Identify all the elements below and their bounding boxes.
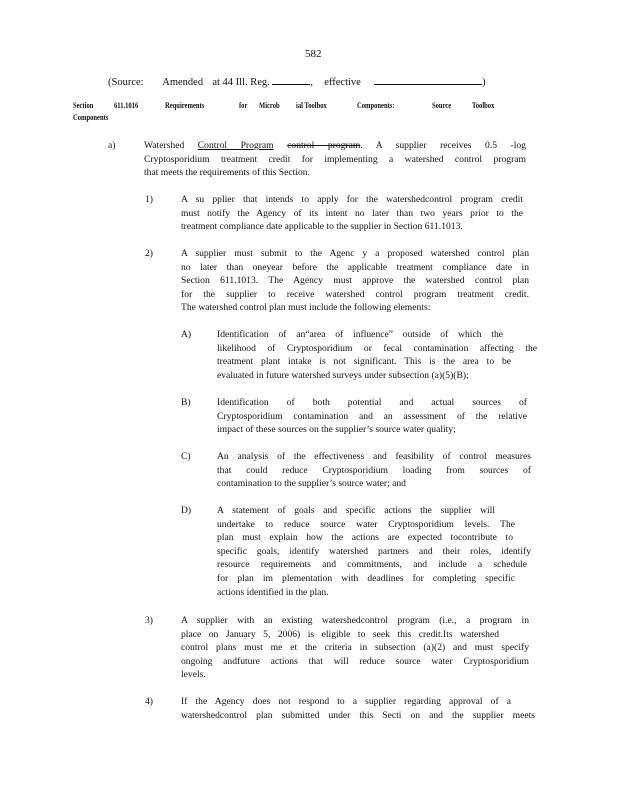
- item-B-line: impact of these sources on the supplier’s source water quality;: [217, 424, 456, 436]
- item-A-line: likelihood of Cryptosporidium or fecal contamination affecting the: [217, 342, 537, 354]
- item-2-line: The watershed control plan must include the following elements:: [181, 302, 431, 314]
- register-blank: [272, 73, 310, 85]
- page-number: 582: [305, 48, 322, 60]
- item-A-text: [217, 328, 537, 382]
- item-D-line: undertake to reduce source water Cryptosporidium levels. The: [217, 518, 515, 530]
- effective-blank: [374, 73, 482, 85]
- item-A-line: Identification of an“area of influence” outside of which the: [217, 329, 503, 340]
- heading-for: for: [239, 101, 248, 110]
- item-a-watershed: Watershed: [144, 140, 185, 151]
- item-2-line: A supplier must submit to the Agenc y a proposed watershed control plan: [181, 248, 529, 259]
- item-B-line: Cryptosporidium contamination and an assessment of the relative: [217, 410, 527, 422]
- item-3-line: control plans must me et the criteria in subsection (a)(2) and must specify: [181, 642, 529, 654]
- heading-components: Components:: [357, 101, 395, 110]
- heading-source: Source: [432, 101, 452, 110]
- item-A-line: treatment plant intake is not significant. This is the area to be: [217, 356, 511, 368]
- heading-toolbox: Toolbox: [472, 101, 495, 110]
- source-amended: Amended: [162, 77, 204, 88]
- item-1-label: 1): [145, 194, 153, 205]
- item-a-inserted-text: Control Program: [197, 140, 274, 151]
- item-a-line-1: [144, 139, 526, 153]
- item-D-line: for plan im plementation with deadlines for completing specific: [217, 572, 515, 584]
- item-D-line: resource requirements and commitments, and include a schedule: [217, 559, 527, 571]
- item-1-line: must notify the Agency of its intent no later than two years prior to the: [181, 207, 523, 219]
- heading-ial-toolbox: ial Toolbox: [296, 101, 327, 110]
- item-2-line: Section 611.1013. The Agency must approve the watershed control plan: [181, 275, 529, 287]
- item-2-line: for the supplier to receive watershed control program treatment credit.: [181, 288, 529, 300]
- source-open: (Source:: [108, 77, 144, 88]
- item-a-line-3: that meets the requirements of this Section.: [144, 167, 310, 179]
- item-D-line: specific goals, identify watershed partners and their roles, identify: [217, 545, 531, 557]
- item-C-label: C): [181, 451, 191, 462]
- item-2-line: no later than oneyear before the applicable treatment compliance date in: [181, 261, 529, 273]
- source-comma: ,: [310, 77, 314, 88]
- heading-requirements: Requirements: [165, 101, 205, 110]
- item-C-text: [217, 450, 531, 491]
- item-a-line-1-end: . A supplier receives 0.5 -log: [360, 140, 526, 151]
- item-4-line: If the Agency does not respond to a supplier regarding approval of a: [181, 696, 511, 707]
- item-3-line: place on January 5, 2006) is eligible to seek this credit.Its watershed: [181, 628, 499, 640]
- item-a-line-2: Cryptosporidium treatment credit for implementing a watershed control program: [144, 153, 526, 165]
- heading-components-wrap: Components: [73, 113, 109, 122]
- source-close: ): [482, 77, 486, 88]
- item-2-text: [181, 247, 529, 315]
- item-D-line: actions identified in the plan.: [217, 586, 329, 598]
- item-a-text: [144, 139, 526, 180]
- item-3-line: levels.: [181, 669, 206, 681]
- item-3-text: [181, 614, 529, 682]
- item-a-label: a): [108, 140, 116, 151]
- item-D-line: A statement of goals and specific actions the supplier will: [217, 505, 495, 516]
- item-A-line: evaluated in future watershed surveys under subsection (a)(5)(B);: [217, 369, 469, 381]
- item-B-line: Identification of both potential and actual sources of: [217, 397, 527, 408]
- item-C-line: contamination to the supplier’s source water; and: [217, 478, 406, 490]
- heading-section: Section: [73, 101, 94, 110]
- item-D-text: [217, 504, 531, 599]
- item-1-line: A su pplier that intends to apply for the watershedcontrol program credit: [181, 194, 523, 205]
- item-3-line: A supplier with an existing watershedcontrol program (i.e., a program in: [181, 615, 529, 626]
- item-1-line: treatment compliance date applicable to the supplier in Section 611.1013.: [181, 221, 463, 233]
- source-effective: effective: [324, 77, 361, 88]
- item-A-label: A): [181, 329, 192, 340]
- item-B-text: [217, 396, 527, 437]
- item-C-line: that could reduce Cryptosporidium loading from sources of: [217, 464, 531, 476]
- item-3-line: ongoing andfuture actions that will reduce source water Cryptosporidium: [181, 655, 529, 667]
- item-D-label: D): [181, 505, 192, 516]
- item-2-label: 2): [145, 248, 153, 259]
- source-note: [108, 73, 486, 88]
- item-B-label: B): [181, 397, 191, 408]
- item-C-line: An analysis of the effectiveness and feasibility of control measures: [217, 451, 531, 462]
- heading-number: 611.1016: [114, 101, 139, 110]
- item-4-line: watershedcontrol plan submitted under this Secti on and the supplier meets: [181, 709, 535, 721]
- heading-microb: Microb: [259, 101, 280, 110]
- source-register: at 44 Ill. Reg.: [212, 77, 270, 88]
- item-3-label: 3): [145, 615, 153, 626]
- item-D-line: plan must explain how the actions are expected tocontribute to: [217, 532, 513, 544]
- item-4-label: 4): [145, 696, 153, 707]
- item-a-struck-text: control program: [287, 140, 361, 151]
- item-1-text: [181, 193, 523, 234]
- item-4-text: [181, 695, 535, 722]
